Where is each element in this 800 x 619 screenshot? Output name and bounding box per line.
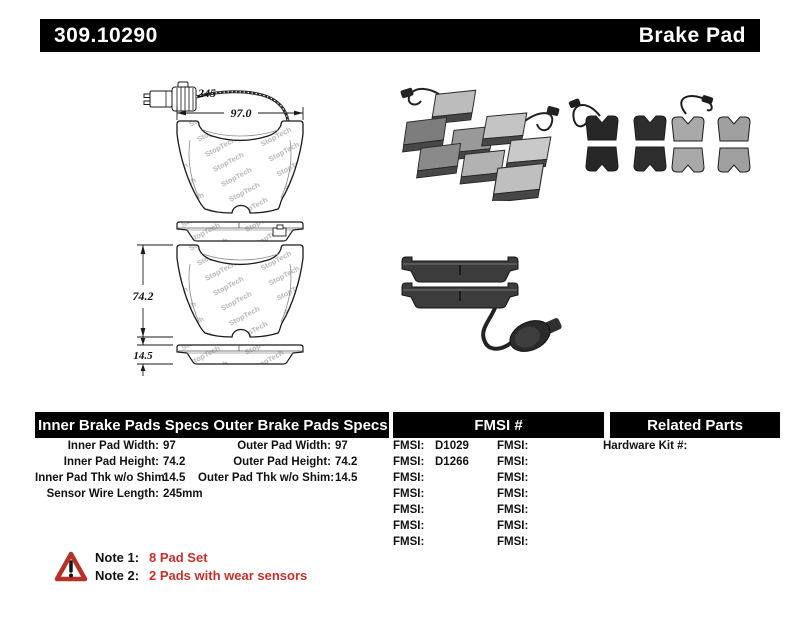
product-type: Brake Pad	[638, 23, 746, 47]
note-text: 8 Pad Set	[149, 550, 208, 565]
photo-pad-set	[393, 83, 573, 201]
fmsi-row	[497, 534, 539, 550]
specs-header-bar	[35, 412, 389, 438]
related-row	[603, 438, 687, 454]
fmsi-label: FMSI:	[393, 440, 425, 452]
note-line	[95, 567, 307, 585]
fmsi-header-bar	[393, 412, 604, 438]
photo-pad-pairs	[568, 92, 758, 192]
fmsi-row	[393, 470, 469, 486]
photo-pad-edge	[402, 257, 518, 282]
photo-pad-gray	[718, 117, 750, 172]
note-label: Note 1:	[95, 550, 140, 565]
spec-row	[35, 438, 203, 454]
warning-icon	[54, 551, 88, 583]
fmsi-label: FMSI:	[393, 520, 425, 532]
related-header-bar	[610, 412, 780, 438]
fmsi-title: FMSI #	[474, 416, 523, 434]
spec-value: 14.5	[163, 472, 186, 484]
fmsi-label: FMSI:	[497, 520, 529, 532]
spec-row	[35, 486, 203, 502]
spec-value: 245mm	[163, 488, 203, 500]
spec-row	[198, 470, 357, 486]
spec-label: Inner Pad Height:	[63, 456, 159, 468]
spec-label: Inner Pad Width:	[67, 440, 159, 452]
spec-value: 74.2	[163, 456, 186, 468]
fmsi-row	[393, 502, 469, 518]
dim-pad-thickness-label: 14.5	[133, 350, 153, 362]
fmsi-column-1	[393, 438, 469, 550]
spec-row	[35, 470, 203, 486]
fmsi-label: FMSI:	[497, 456, 529, 468]
fmsi-label: FMSI:	[393, 472, 425, 484]
fmsi-column-2	[497, 438, 539, 550]
fmsi-label: FMSI:	[497, 488, 529, 500]
photo-sensor-pad	[393, 248, 578, 366]
spec-value: 97	[335, 440, 348, 452]
pad-front-view-top	[177, 121, 303, 213]
fmsi-label: FMSI:	[393, 456, 425, 468]
fmsi-label: FMSI:	[497, 504, 529, 516]
spec-label: Inner Pad Thk w/o Shim:	[35, 472, 169, 484]
title-bar	[40, 19, 760, 52]
fmsi-label: FMSI:	[497, 472, 529, 484]
spec-row	[198, 454, 357, 470]
fmsi-row	[393, 438, 469, 454]
fmsi-row	[497, 486, 539, 502]
photo-wire-2	[525, 106, 560, 131]
photo-wire-4	[681, 95, 713, 114]
fmsi-row	[497, 502, 539, 518]
photo-pad	[489, 163, 547, 201]
photo-pad	[413, 143, 464, 178]
outer-specs-column	[198, 438, 357, 486]
spec-label: Outer Pad Height:	[233, 456, 331, 468]
spec-value: 74.2	[335, 456, 358, 468]
spec-value: 14.5	[335, 472, 358, 484]
fmsi-value: D1029	[435, 440, 469, 452]
inner-specs-column	[35, 438, 203, 502]
fmsi-label: FMSI:	[497, 440, 529, 452]
fmsi-row	[497, 438, 539, 454]
photo-pad-black	[634, 116, 666, 171]
photo-pad-edge	[402, 283, 518, 308]
fmsi-row	[393, 486, 469, 502]
note-line	[95, 549, 307, 567]
related-parts-column	[603, 438, 687, 454]
inner-specs-title: Inner Brake Pads Specs	[38, 416, 209, 434]
spec-label: Sensor Wire Length:	[46, 488, 159, 500]
dim-pad-width-label: 97.0	[230, 106, 252, 120]
note-text: 2 Pads with wear sensors	[149, 567, 308, 583]
fmsi-row	[393, 534, 469, 550]
fmsi-row	[497, 454, 539, 470]
note-label: Note 2:	[95, 567, 140, 583]
fmsi-row	[393, 454, 469, 470]
notes-block	[95, 549, 307, 584]
related-title: Related Parts	[647, 416, 743, 434]
dim-sensor-wire-label: 245	[198, 86, 216, 100]
spec-row	[198, 438, 357, 454]
fmsi-row	[497, 518, 539, 534]
photo-sensor-plug	[505, 310, 566, 358]
fmsi-row	[393, 518, 469, 534]
fmsi-label: FMSI:	[497, 536, 529, 548]
fmsi-label: FMSI:	[393, 536, 425, 548]
part-number: 309.10290	[54, 23, 158, 47]
fmsi-row	[497, 470, 539, 486]
fmsi-value: D1266	[435, 456, 469, 468]
pad-edge-view-bottom	[177, 345, 303, 364]
fmsi-label: FMSI:	[393, 504, 425, 516]
spec-label: Outer Pad Width:	[237, 440, 331, 452]
pad-front-view-bottom	[177, 245, 303, 337]
photo-pad-black	[586, 116, 618, 171]
photo-pad-gray	[672, 117, 704, 172]
related-label: Hardware Kit #:	[603, 440, 688, 452]
technical-drawing	[40, 78, 390, 408]
fmsi-label: FMSI:	[393, 488, 425, 500]
sensor-connector-drawing	[144, 82, 196, 111]
photo-sensor-wire	[483, 308, 513, 349]
dim-pad-height-label: 74.2	[132, 289, 154, 303]
outer-specs-title: Outer Brake Pads Specs	[213, 416, 388, 434]
spec-value: 97	[163, 440, 176, 452]
spec-row	[35, 454, 203, 470]
spec-label: Outer Pad Thk w/o Shim:	[198, 472, 335, 484]
